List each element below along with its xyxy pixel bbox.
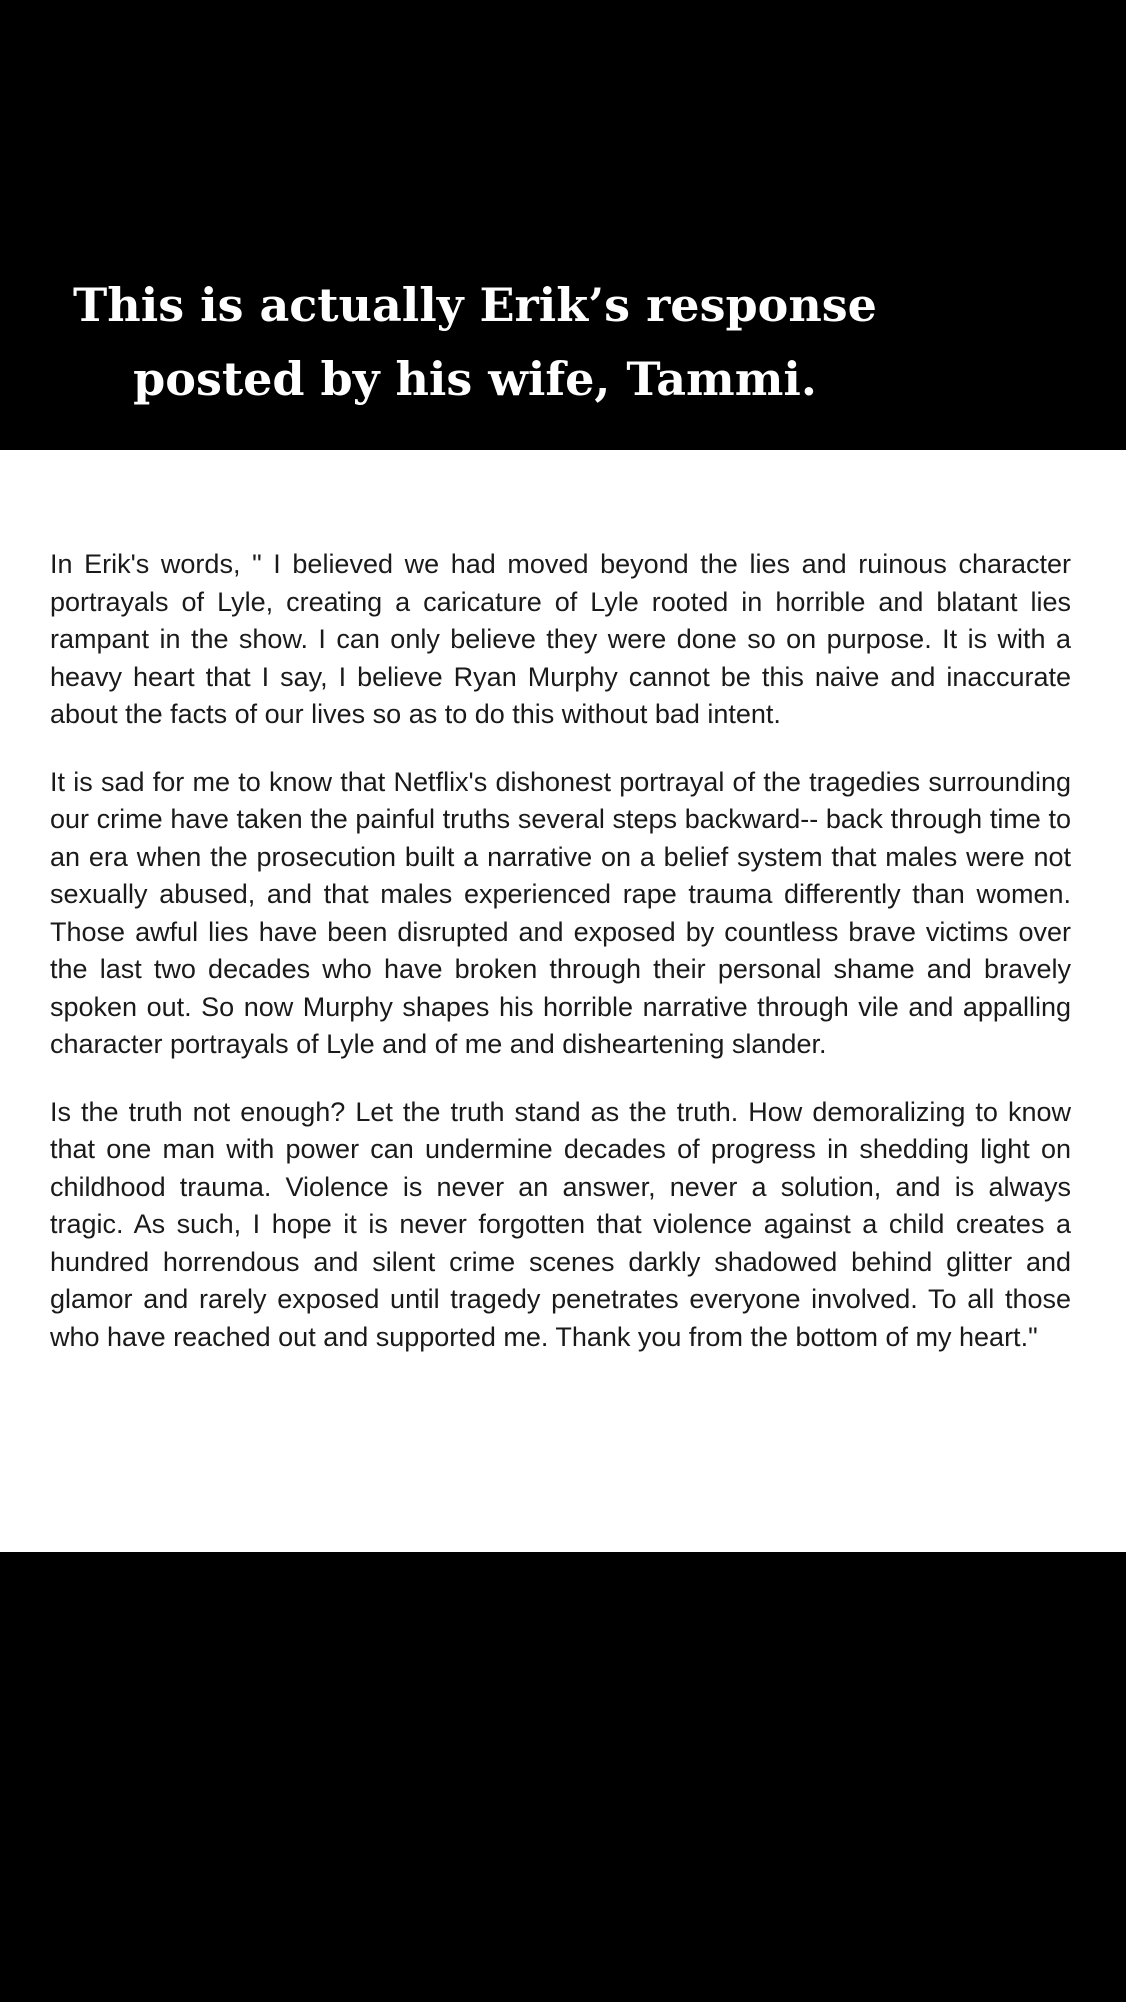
statement-paragraph-2: It is sad for me to know that Netflix's dishonest portrayal of the tragedies surrounding our crime have taken the painful truths several steps backward-- back through time to an era when the prosecution built a narrative on a belief system that males were not sexually abused, and that males experienced rape trauma differently than women. Those awful lies have been disrupted and exposed by countless brave victims over the last two decades who have broken through their personal shame and bravely spoken out. So now Murphy shapes his horrible narrative through vile and appalling character portrayals of Lyle and of me and disheartening slander. (50, 766, 1071, 1059)
statement-text (50, 546, 1071, 1386)
caption-line-2: posted by his wife, Tammi. (133, 352, 817, 406)
caption-line-1: This is actually Erik’s response (73, 278, 877, 332)
statement-document (0, 450, 1126, 1552)
caption-title (0, 268, 950, 416)
statement-paragraph-3: Is the truth not enough? Let the truth stand as the truth. How demoralizing to know that one man with power can undermine decades of progress in shedding light on childhood trauma. Violence is never an answer, never a solution, and is always tragic. As such, I hope it is never forgotten that violence against a child creates a hundred horrendous and silent crime scenes darkly shadowed behind glitter and glamor and rarely exposed until tragedy penetrates everyone involved. To all those who have reached out and supported me. Thank you from the bottom of my heart." (50, 1096, 1071, 1352)
top-black-band (0, 0, 1126, 450)
bottom-black-band (0, 1552, 1126, 2002)
statement-paragraph-1: In Erik's words, " I believed we had moved beyond the lies and ruinous character portrayals of Lyle, creating a caricature of Lyle rooted in horrible and blatant lies rampant in the show. I can only believe they were done so on purpose. It is with a heavy heart that I say, I believe Ryan Murphy cannot be this naive and inaccurate about the facts of our lives so as to do this without bad intent. (50, 549, 1071, 729)
